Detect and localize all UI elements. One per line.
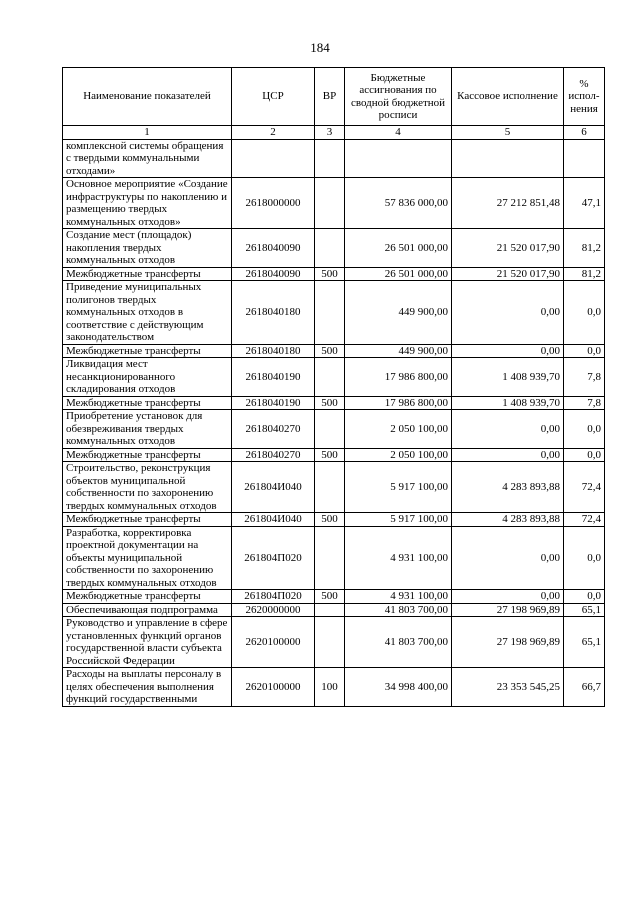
row-name: Основное мероприятие «Создание инфраструктуры по накоплению и размещению твердых коммунальных отходов» (63, 178, 232, 229)
row-vr (315, 178, 345, 229)
row-cash: 21 520 017,90 (452, 229, 564, 268)
row-budget: 17 986 800,00 (345, 358, 452, 397)
row-csr: 261804П020 (232, 526, 315, 590)
row-cash: 0,00 (452, 448, 564, 462)
row-cash: 23 353 545,25 (452, 668, 564, 707)
row-name: Межбюджетные трансферты (63, 513, 232, 527)
row-budget (345, 139, 452, 178)
table-row (63, 448, 605, 462)
row-pct: 66,7 (564, 668, 605, 707)
row-cash: 1 408 939,70 (452, 396, 564, 410)
row-csr: 261804И040 (232, 513, 315, 527)
row-vr (315, 410, 345, 449)
row-budget: 2 050 100,00 (345, 448, 452, 462)
row-cash: 0,00 (452, 344, 564, 358)
table-row (63, 396, 605, 410)
header-name: Наименование показателей (63, 68, 232, 126)
column-number-row (63, 126, 605, 140)
row-vr (315, 462, 345, 513)
row-name: Межбюджетные трансферты (63, 267, 232, 281)
row-name: комплексной системы обращения с твердыми коммунальными отходами» (63, 139, 232, 178)
row-pct (564, 139, 605, 178)
row-pct: 72,4 (564, 462, 605, 513)
table-row (63, 358, 605, 397)
table-row (63, 462, 605, 513)
table-row (63, 267, 605, 281)
row-budget: 4 931 100,00 (345, 526, 452, 590)
row-pct: 0,0 (564, 526, 605, 590)
row-cash: 21 520 017,90 (452, 267, 564, 281)
row-vr (315, 526, 345, 590)
column-number: 6 (564, 126, 605, 140)
row-budget: 449 900,00 (345, 344, 452, 358)
header-budget: Бюджетные ассигнования по сводной бюджетной росписи (345, 68, 452, 126)
table-row (63, 603, 605, 617)
row-csr: 2618040090 (232, 267, 315, 281)
column-number: 1 (63, 126, 232, 140)
row-vr (315, 603, 345, 617)
row-cash: 27 198 969,89 (452, 603, 564, 617)
table-row (63, 513, 605, 527)
column-number: 2 (232, 126, 315, 140)
header-cash: Кассовое исполнение (452, 68, 564, 126)
row-name: Межбюджетные трансферты (63, 344, 232, 358)
row-name: Ликвидация мест несанкционированного складирования отходов (63, 358, 232, 397)
table-row (63, 178, 605, 229)
row-vr (315, 139, 345, 178)
header-csr: ЦСР (232, 68, 315, 126)
row-budget: 449 900,00 (345, 281, 452, 345)
table-row (63, 617, 605, 668)
row-budget: 26 501 000,00 (345, 267, 452, 281)
row-csr: 2618040190 (232, 358, 315, 397)
row-vr: 500 (315, 344, 345, 358)
row-cash (452, 139, 564, 178)
row-csr: 2618040180 (232, 344, 315, 358)
row-vr (315, 229, 345, 268)
row-name: Обеспечивающая подпрограмма (63, 603, 232, 617)
row-pct: 65,1 (564, 603, 605, 617)
row-vr: 500 (315, 590, 345, 604)
row-pct: 47,1 (564, 178, 605, 229)
row-cash: 0,00 (452, 590, 564, 604)
row-pct: 0,0 (564, 410, 605, 449)
table-row (63, 344, 605, 358)
row-budget: 41 803 700,00 (345, 617, 452, 668)
row-name: Приобретение установок для обезвреживания твердых коммунальных отходов (63, 410, 232, 449)
row-vr: 100 (315, 668, 345, 707)
row-name: Строительство, реконструкция объектов муниципальной собственности по захоронению твердых коммунальных отходов (63, 462, 232, 513)
row-csr: 2618040190 (232, 396, 315, 410)
row-cash: 0,00 (452, 526, 564, 590)
row-csr: 2618040270 (232, 448, 315, 462)
table-row (63, 281, 605, 345)
row-pct: 0,0 (564, 590, 605, 604)
row-pct: 0,0 (564, 448, 605, 462)
row-pct: 7,8 (564, 358, 605, 397)
row-csr: 2620100000 (232, 617, 315, 668)
row-csr: 2620000000 (232, 603, 315, 617)
row-name: Создание мест (площадок) накопления твердых коммунальных отходов (63, 229, 232, 268)
row-cash: 27 198 969,89 (452, 617, 564, 668)
row-vr: 500 (315, 513, 345, 527)
row-pct: 0,0 (564, 281, 605, 345)
row-name: Расходы на выплаты персоналу в целях обеспечения выполнения функций государственными (63, 668, 232, 707)
row-csr: 2618040270 (232, 410, 315, 449)
row-pct: 7,8 (564, 396, 605, 410)
table-row (63, 229, 605, 268)
row-name: Межбюджетные трансферты (63, 396, 232, 410)
table-row (63, 526, 605, 590)
row-name: Межбюджетные трансферты (63, 448, 232, 462)
row-vr: 500 (315, 267, 345, 281)
row-budget: 17 986 800,00 (345, 396, 452, 410)
header-pct: % испол-нения (564, 68, 605, 126)
row-csr: 2618040180 (232, 281, 315, 345)
table-row (63, 668, 605, 707)
row-budget: 4 931 100,00 (345, 590, 452, 604)
row-cash: 0,00 (452, 281, 564, 345)
row-pct: 0,0 (564, 344, 605, 358)
column-number: 3 (315, 126, 345, 140)
row-vr (315, 281, 345, 345)
column-number: 5 (452, 126, 564, 140)
row-budget: 2 050 100,00 (345, 410, 452, 449)
row-budget: 26 501 000,00 (345, 229, 452, 268)
row-name: Межбюджетные трансферты (63, 590, 232, 604)
column-number: 4 (345, 126, 452, 140)
row-pct: 81,2 (564, 267, 605, 281)
table-row (63, 590, 605, 604)
budget-execution-table (62, 67, 605, 707)
row-cash: 0,00 (452, 410, 564, 449)
row-vr: 500 (315, 448, 345, 462)
row-name: Приведение муниципальных полигонов твердых коммунальных отходов в соответствие с действующим законодательством (63, 281, 232, 345)
row-cash: 4 283 893,88 (452, 513, 564, 527)
row-budget: 34 998 400,00 (345, 668, 452, 707)
row-vr (315, 617, 345, 668)
row-csr: 261804П020 (232, 590, 315, 604)
row-pct: 65,1 (564, 617, 605, 668)
row-budget: 5 917 100,00 (345, 513, 452, 527)
row-csr: 2618040090 (232, 229, 315, 268)
table-row (63, 139, 605, 178)
row-budget: 41 803 700,00 (345, 603, 452, 617)
page-number: 184 (310, 40, 330, 55)
header-vr: ВР (315, 68, 345, 126)
row-cash: 4 283 893,88 (452, 462, 564, 513)
table-row (63, 410, 605, 449)
row-cash: 1 408 939,70 (452, 358, 564, 397)
row-csr: 2618000000 (232, 178, 315, 229)
row-vr: 500 (315, 396, 345, 410)
row-cash: 27 212 851,48 (452, 178, 564, 229)
row-csr: 2620100000 (232, 668, 315, 707)
row-name: Разработка, корректировка проектной документации на объекты муниципальной собственности по захоронению твердых коммунальных отходов (63, 526, 232, 590)
row-pct: 72,4 (564, 513, 605, 527)
row-name: Руководство и управление в сфере установленных функций органов государственной власти субъекта Российской Федерации (63, 617, 232, 668)
header-row (63, 68, 605, 126)
row-csr: 261804И040 (232, 462, 315, 513)
row-budget: 57 836 000,00 (345, 178, 452, 229)
row-budget: 5 917 100,00 (345, 462, 452, 513)
row-csr (232, 139, 315, 178)
row-vr (315, 358, 345, 397)
row-pct: 81,2 (564, 229, 605, 268)
